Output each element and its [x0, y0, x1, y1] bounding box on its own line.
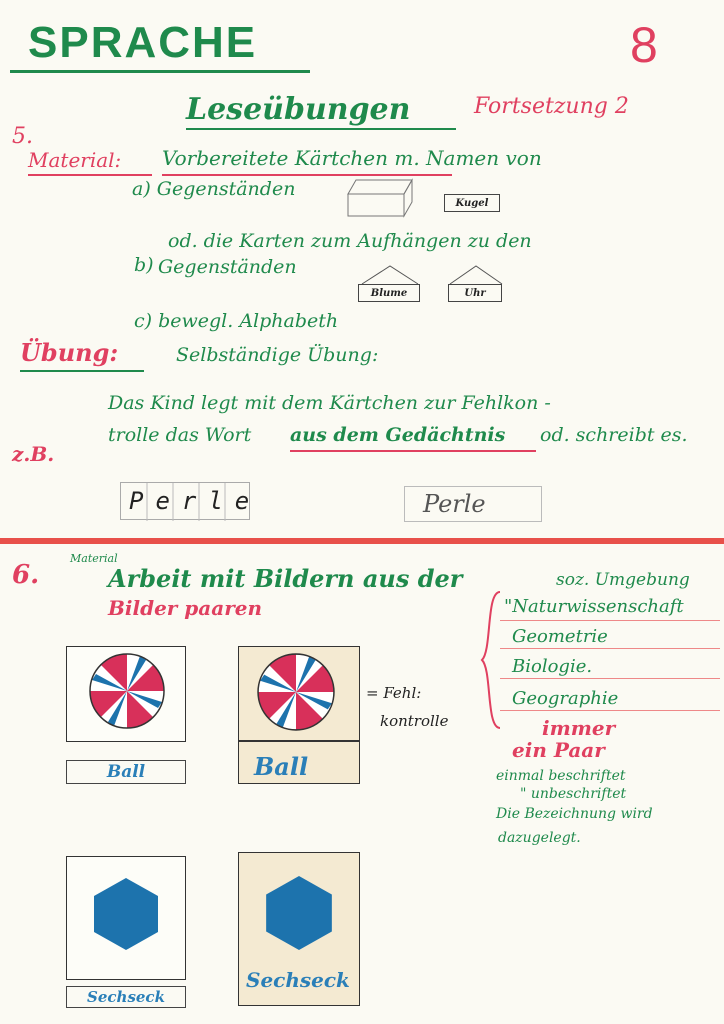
material-label: Material: [28, 148, 122, 172]
card-blume [358, 284, 420, 302]
section6-subheading: Bilder paaren [108, 596, 263, 620]
card-uhr [448, 284, 502, 302]
example-script-word: Perle [423, 490, 486, 518]
section6-heading: Arbeit mit Bildern aus der [108, 564, 463, 593]
ball-label-card-1 [66, 760, 186, 784]
brace-drawing [478, 590, 504, 730]
paragraph-line1: Das Kind legt mit dem Kärtchen zur Fehlkon - [108, 392, 551, 414]
section6-material-small: Material [70, 552, 118, 565]
note-line1: einmal beschriftet [496, 768, 626, 784]
section-divider [0, 538, 724, 544]
paragraph-underline [290, 450, 536, 452]
box-object-drawing [346, 176, 416, 220]
fehlkontrolle-line1: = Fehl: [366, 684, 422, 702]
immer-text: immer [542, 716, 616, 740]
uebung-label: Übung: [20, 338, 119, 367]
example-print-card [120, 482, 262, 520]
paragraph-line2-c: od. schreibt es. [540, 424, 688, 446]
uebung-underline [20, 370, 144, 372]
note-line3: Die Bezeichnung wird [496, 806, 653, 822]
ball-label-2: Ball [254, 752, 309, 781]
subject-item-2: Biologie. [512, 656, 593, 677]
subject-item-3: Geographie [512, 688, 619, 709]
fehlkontrolle-line2: kontrolle [380, 712, 449, 730]
hanging-string-uhr [448, 264, 504, 286]
uebung-text: Selbständige Übung: [176, 344, 379, 366]
section6-heading-suffix: soz. Umgebung [556, 570, 690, 590]
ball-icon [256, 652, 336, 732]
ball-icon [88, 652, 166, 730]
hexagon-label-1: Sechseck [87, 988, 165, 1006]
subject-rule-1 [500, 620, 720, 621]
subject-item-1: Geometrie [512, 626, 608, 647]
card-kugel-label: Kugel [455, 197, 489, 209]
page-title: SPRACHE [28, 18, 258, 67]
zb-label: z.B. [12, 442, 55, 466]
section5-heading-suffix: Fortsetzung 2 [474, 94, 629, 119]
paragraph-line2-b: aus dem Gedächtnis [290, 424, 506, 446]
subject-rule-2 [500, 648, 720, 649]
card-uhr-label: Uhr [464, 287, 486, 299]
title-underline [10, 70, 310, 73]
subject-item-0: "Naturwissenschaft [504, 596, 684, 617]
subject-rule-4 [500, 710, 720, 711]
item-b-line2: Gegenständen [158, 256, 297, 278]
material-underline [28, 174, 152, 176]
note-line2: " unbeschriftet [520, 786, 627, 802]
example-print-word: Perle [129, 487, 262, 515]
hanging-string-blume [360, 264, 420, 286]
hexagon-label-card-1 [66, 986, 186, 1008]
example-script-card [404, 486, 542, 522]
page-number: 8 [630, 17, 658, 73]
card-blume-label: Blume [370, 287, 408, 299]
paragraph-line2-a: trolle das Wort [108, 424, 252, 446]
material-text: Vorbereitete Kärtchen m. Namen von [162, 146, 542, 170]
hexagon-icon [264, 874, 334, 952]
section5-number: 5. [12, 124, 33, 149]
item-b-line1: od. die Karten zum Aufhängen zu den [168, 230, 532, 252]
ball-label-1: Ball [106, 762, 146, 782]
section5-heading: Leseübungen [186, 92, 411, 127]
item-c: c) bewegl. Alphabeth [134, 310, 339, 332]
card-kugel [444, 194, 500, 212]
note-line4: dazugelegt. [498, 830, 581, 846]
ball-card-2-divider [238, 740, 360, 742]
section5-heading-underline [186, 128, 456, 130]
ein-paar-text: ein Paar [512, 738, 605, 762]
hexagon-icon [92, 876, 160, 952]
hexagon-label-2: Sechseck [246, 968, 350, 992]
item-b-prefix: b) [134, 254, 154, 276]
item-a: a) Gegenständen [132, 178, 296, 200]
section6-number: 6. [12, 560, 40, 590]
subject-rule-3 [500, 678, 720, 679]
